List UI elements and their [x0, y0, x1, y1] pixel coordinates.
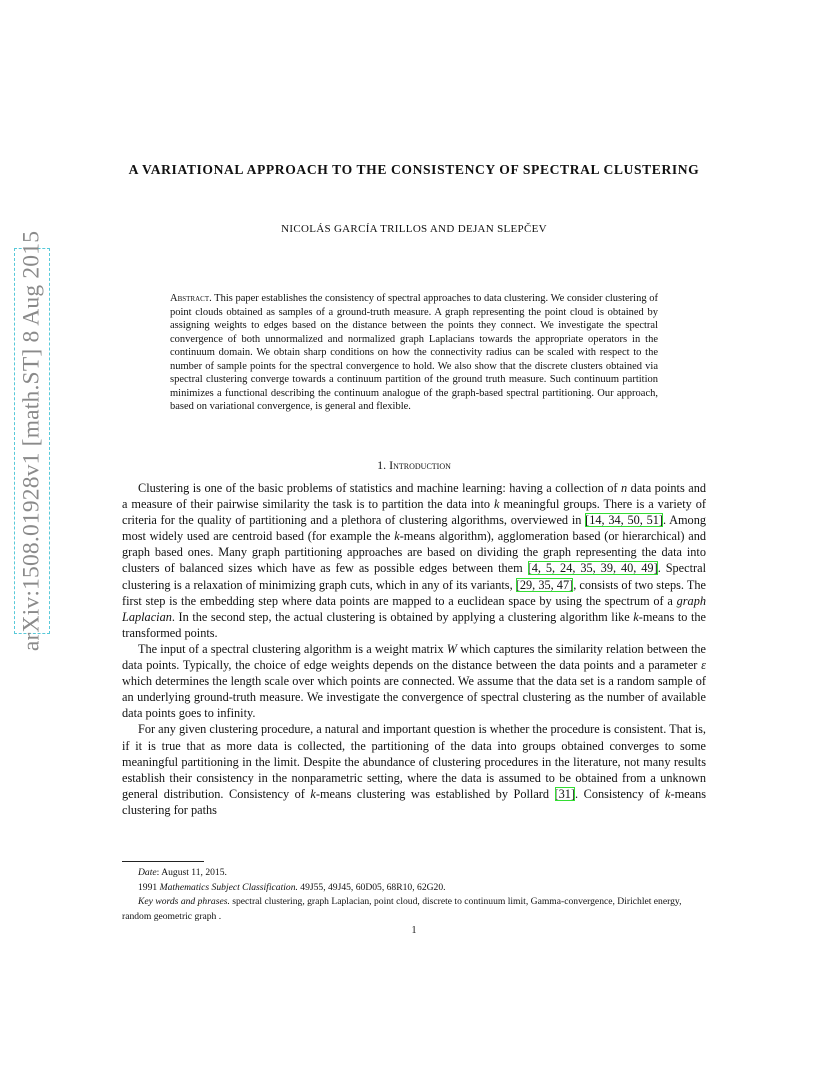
- text-run: -means clustering was established by Pollard: [315, 786, 555, 801]
- text-run: -means algorithm), agglomeration based (or hierarchical) and graph based ones. Many graph partitioning approaches are based on dividing the graph representing the data into clusters of balanced sizes which have as few as possible edges between them: [122, 529, 706, 576]
- math-n: n: [621, 481, 628, 495]
- text-run: . Among most widely used are centroid based (for example the: [122, 513, 706, 544]
- abstract-label: Abstract.: [170, 293, 212, 304]
- paragraph-3: [122, 721, 706, 818]
- math-k: k: [310, 786, 316, 801]
- footnote-label: Date: [138, 867, 157, 878]
- math-w: W: [446, 641, 458, 656]
- footnote-divider: [122, 861, 204, 862]
- footnote-prefix: 1991: [138, 881, 160, 893]
- section-heading: [122, 458, 706, 473]
- text-run: For any given clustering procedure, a natural and important question is whether the procedure is consistent. That is, if it is true that as more data is collected, the partitioning of the data into groups obtained converges to some meaningful partitioning in the limit. Despite the abundance of clustering procedures in the literature, not many results establish their consistency in the nonparametric setting, where the data is assumed to be obtained from a unknown general distribution. Consistency of: [122, 722, 707, 801]
- section-body: [122, 480, 706, 818]
- citation-link[interactable]: [4, 5, 24, 35, 39, 40, 49]: [527, 561, 658, 576]
- math-epsilon: ε: [701, 658, 706, 673]
- text-run: . Consistency of: [575, 786, 666, 801]
- footnote-label: Key words and phrases.: [138, 896, 230, 907]
- text-run: data points and a measure of their pairwise similarity the task is to partition the data into: [122, 481, 706, 512]
- text-run: . In the second step, the actual clustering is obtained by applying a clustering algorithm like: [171, 609, 634, 624]
- footnote-date: [122, 866, 706, 881]
- paper-title: A VARIATIONAL APPROACH TO THE CONSISTENCY OF SPECTRAL CLUSTERING: [128, 162, 700, 177]
- citation-link[interactable]: [29, 35, 47]: [515, 577, 574, 592]
- text-run: meaningful groups. There is a variety of criteria for the quality of partitioning and a plethora of clustering algorithms, overviewed in: [122, 497, 706, 528]
- citation-link[interactable]: [14, 34, 50, 51]: [585, 513, 663, 528]
- section-title: Introduction: [389, 458, 451, 472]
- footnote-label: Mathematics Subject Classification.: [159, 881, 298, 893]
- text-run: . Spectral clustering is a relaxation of minimizing graph cuts, which in any of its variants,: [122, 561, 706, 592]
- math-k: k: [633, 609, 639, 624]
- math-k: k: [493, 497, 500, 512]
- text-run: The input of a spectral clustering algorithm is a weight matrix: [138, 641, 447, 656]
- footnote-value: : August 11, 2015.: [156, 867, 227, 878]
- citation-link[interactable]: [31]: [554, 786, 576, 801]
- arxiv-identifier: arXiv:1508.01928v1 [math.ST] 8 Aug 2015: [18, 230, 45, 652]
- text-run: which captures the similarity relation between the data points. Typically, the choice of edge weights depends on the distance between the data points and a parameter: [122, 641, 706, 673]
- footnote-value: spectral clustering, graph Laplacian, point cloud, discrete to continuum limit, Gamma-convergence, Dirichlet energy, random geometric graph .: [122, 896, 682, 922]
- footnote-keywords: [122, 895, 706, 924]
- math-k: k: [665, 786, 671, 801]
- footnote-msc: [122, 881, 706, 896]
- abstract: [170, 292, 658, 414]
- page-number: 1: [411, 925, 417, 936]
- text-run: -means to the transformed points.: [122, 609, 706, 640]
- text-run: , consists of two steps. The first step is the embedding step where data points are mapped to a euclidean space by using the spectrum of a: [122, 577, 706, 608]
- section-number: 1.: [377, 458, 387, 472]
- emphasis-graph-laplacian: graph Laplacian: [122, 593, 706, 624]
- arxiv-stamp: [14, 230, 50, 652]
- footnote-value: 49J55, 49J45, 60D05, 68R10, 62G20.: [297, 881, 446, 893]
- paragraph-2: [122, 641, 706, 721]
- paper-authors: NICOLÁS GARCÍA TRILLOS AND DEJAN SLEPČEV: [281, 223, 547, 235]
- text-run: Clustering is one of the basic problems of statistics and machine learning: having a collection of: [138, 481, 622, 495]
- footnotes: [122, 866, 706, 924]
- paragraph-1: [122, 480, 706, 641]
- text-run: -means clustering for paths: [122, 786, 707, 817]
- abstract-text: This paper establishes the consistency of spectral approaches to data clustering. We consider clustering of point clouds obtained as samples of a ground-truth measure. A graph representing the point cloud is obtained by assigning weights to edges based on the distance between the points they connect. We investigate the spectral convergence of both unnormalized and normalized graph Laplacians towards the appropriate operators in the continuum domain. We obtain sharp conditions on how the connectivity radius can be scaled with respect to the number of sample points for the spectral convergence to hold. We also show that the discrete clusters obtained via spectral clustering converge towards a continuum partition of the ground truth measure. Such continuum partition minimizes a functional describing the continuum analogue of the graph-based spectral partitioning. Our approach, based on variational convergence, is general and flexible.: [170, 293, 658, 412]
- text-run: which determines the length scale over which points are connected. We assume that the data set is a random sample of an underlying ground-truth measure. We investigate the convergence of spectral clustering as the number of available data points goes to infinity.: [122, 674, 706, 721]
- math-k: k: [394, 529, 400, 544]
